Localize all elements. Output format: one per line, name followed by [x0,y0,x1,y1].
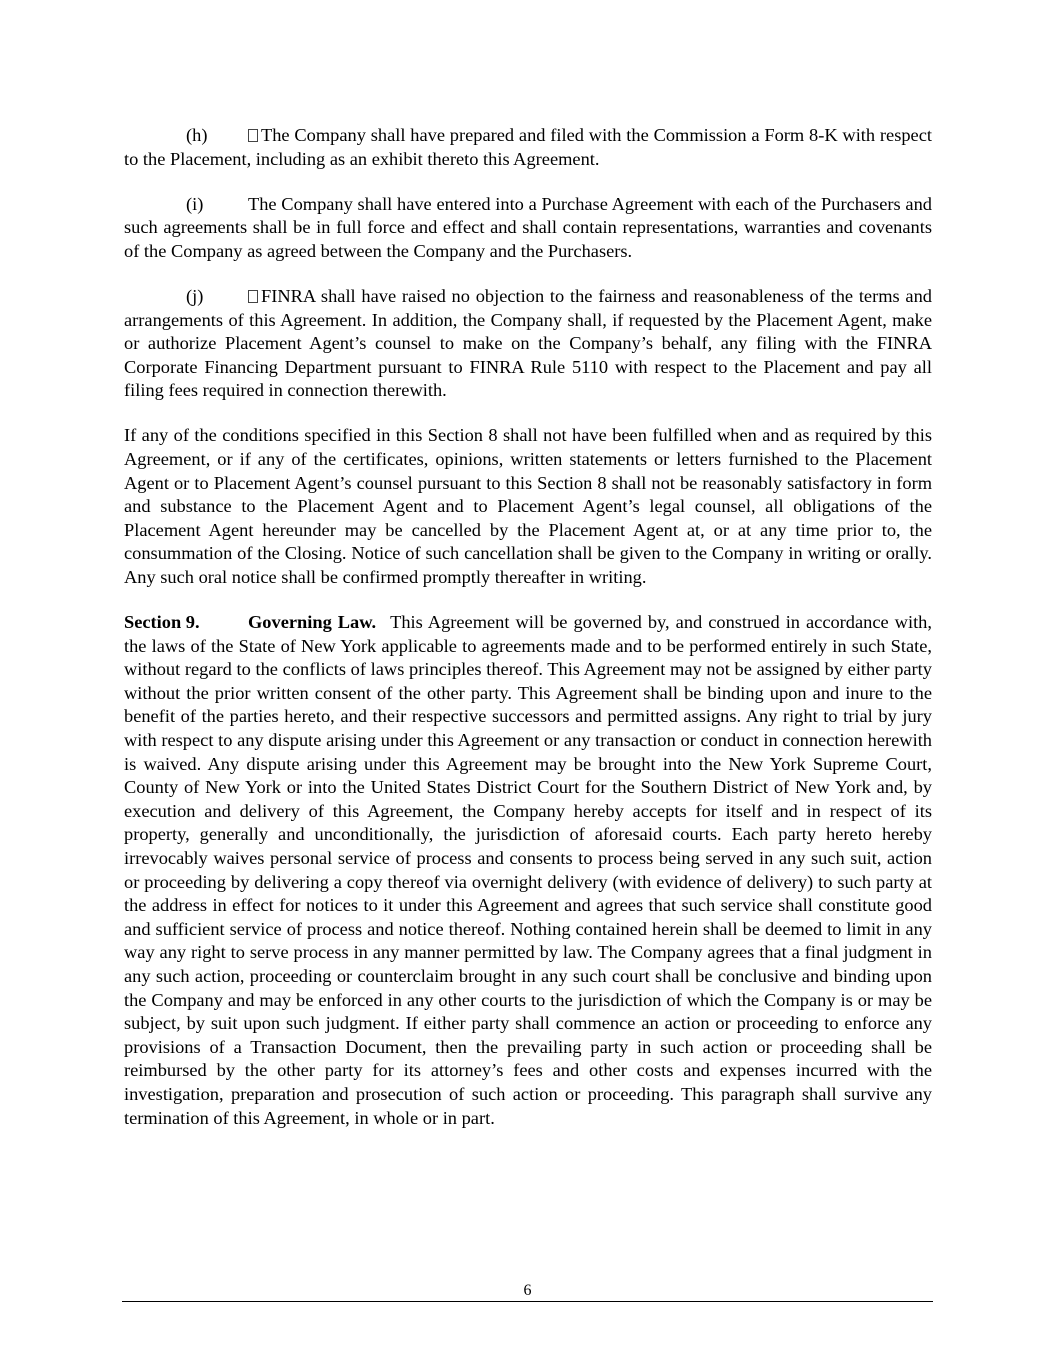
paragraph-h [124,124,932,171]
paragraph-h-text: The Company shall have prepared and filed with the Commission a Form 8-K with respect to the Placement, including as an exhibit thereto this Agreement. [124,125,932,169]
document-body [124,124,932,1152]
paragraph-j-label: (j) [186,285,204,306]
paragraph-i-text: The Company shall have entered into a Purchase Agreement with each of the Purchasers and such agreements shall be in full force and effect and shall contain representations, warranties and covenants of the Company as agreed between the Company and the Purchasers. [124,193,932,261]
paragraph-h-label: (h) [186,125,208,145]
section-9-number: Section 9. [124,612,200,633]
paragraph-i-label: (i) [186,193,204,214]
paragraph-i [124,193,932,264]
paragraph-j-text: FINRA shall have raised no objection to the fairness and reasonableness of the terms and arrangements of this Agreement. In addition, the Company shall, if requested by the Placement Agent, make or authorize Placement Agent’s counsel to make on the Company’s behalf, any filing with the FINRA Corporate Financing Department pursuant to FINRA Rule 5110 with respect to the Placement and pay all filing fees required in connection therewith. [124,285,932,401]
section-9-text: This Agreement will be governed by, and construed in accordance with, the laws of the State of New York applicable to agreements made and to be performed entirely in such State, without regard to the conflicts of laws principles thereof. This Agreement may not be assigned by either party without the prior written consent of the other party. This Agreement shall be binding upon and inure to the benefit of the parties hereto, and their respective successors and permitted assigns. Any right to trial by jury with respect to any dispute arising under this Agreement or any transaction or conduct in connection herewith is waived. Any dispute arising under this Agreement may be brought into the New York Supreme Court, County of New York or into the United States District Court for the Southern District of New York and, by execution and delivery of this Agreement, the Company hereby accepts for itself and in respect of its property, generally and unconditionally, the jurisdiction of aforesaid courts. Each party hereto hereby irrevocably waives personal service of process and consents to process being served in any such suit, action or proceeding by delivering a copy thereof via overnight delivery (with evidence of delivery) to such party at the address in effect for notices to it under this Agreement and agrees that such service shall constitute good and sufficient service of process and notice thereof. Nothing contained herein shall be deemed to limit in any way any right to serve process in any manner permitted by law. The Company agrees that a final judgment in any such action, proceeding or counterclaim brought in any such court shall be conclusive and binding upon the Company and may be enforced in any other courts to the jurisdiction of which the Company is or may be subject, by suit upon such judgment. If either party shall commence an action or proceeding to enforce any provisions of a Transaction Document, then the prevailing party in such action or proceeding shall be reimbursed by the other party for its attorney’s fees and other costs and expenses incurred with the investigation, preparation and prosecution of such action or proceeding. This paragraph shall survive any termination of this Agreement, in whole or in part. [124,612,932,1128]
paragraph-conditions: If any of the conditions specified in this Section 8 shall not have been fulfilled when and as required by this Agreement, or if any of the certificates, opinions, written statements or letters furnished to the Placement Agent or to Placement Agent’s counsel pursuant to this Section 8 shall not be reasonably satisfactory in form and substance to the Placement Agent and to Placement Agent’s legal counsel, all obligations of the Placement Agent hereunder may be cancelled by the Placement Agent at, or at any time prior to, the consummation of the Closing. Notice of such cancellation shall be given to the Company in writing or orally. Any such oral notice shall be confirmed promptly thereafter in writing. [124,425,932,587]
footer-divider [122,1301,933,1302]
page-number: 6 [523,1282,532,1299]
paragraph-j [124,285,932,403]
placeholder-box-icon [248,129,258,142]
section-9 [124,611,932,1130]
section-9-title: Governing Law. [248,612,377,633]
placeholder-box-icon [248,290,258,303]
